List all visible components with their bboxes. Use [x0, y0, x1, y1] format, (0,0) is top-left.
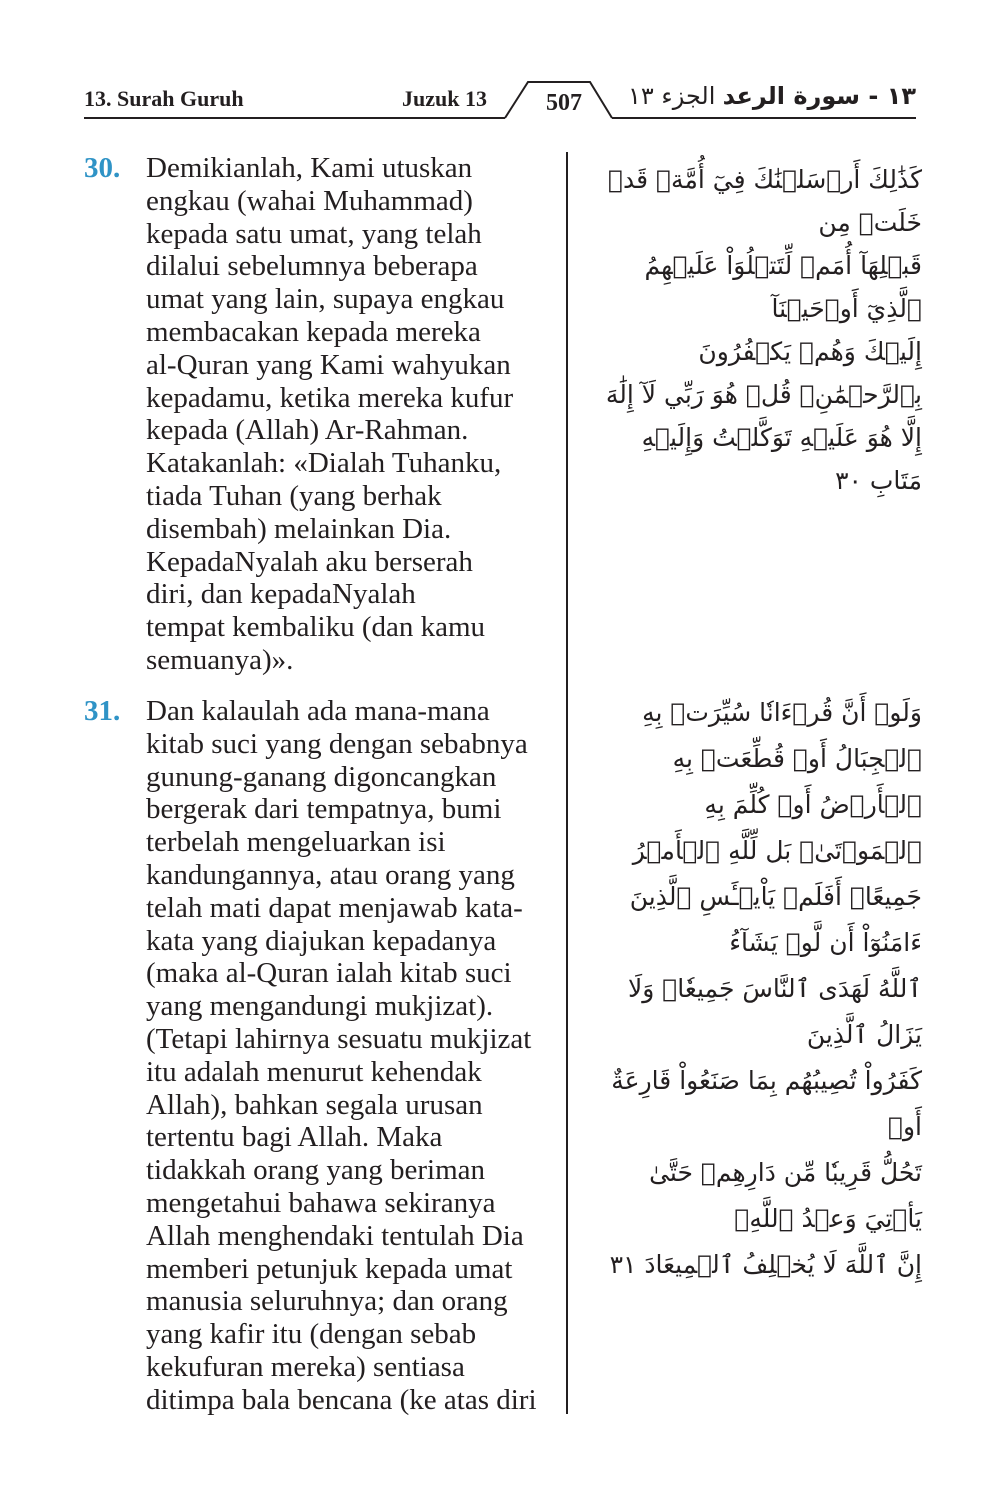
verse-number: 30. — [84, 152, 121, 184]
surah-title-arabic: ١٣ - سورة الرعد — [722, 82, 916, 110]
verse-number: 31. — [84, 695, 121, 727]
juzuk-label: Juzuk 13 — [402, 86, 487, 111]
column-divider — [566, 152, 568, 1414]
page-number: 507 — [546, 90, 582, 116]
surah-title-latin: 13. Surah Guruh — [84, 86, 244, 111]
juz-label-arabic: الجزء ١٣ — [628, 82, 716, 110]
verse-text: Demikianlah, Kami utuskan engkau (wahai Muhammad) kepada satu umat, yang telah dilalui sebelumnya beberapa umat yang lain, supaya engkau membacakan kepada mereka al-Quran yang Kami wahyukan kepadamu, ketika mereka kufur kepada (Allah) Ar-Rahman. Katakanlah: «Dialah Tuhanku, tiada Tuhan (yang berhak disembah) melainkan Dia. KepadaNyalah aku berserah diri, dan kepadaNyalah tempat kembaliku (dan kamu semuanya)». — [146, 152, 514, 676]
verse-text: Dan kalaulah ada mana-mana kitab suci yang dengan sebabnya gunung-ganang digoncangkan bergerak dari tempatnya, bumi terbelah mengeluarkan isi kandungannya, atau orang yang telah mati dapat menjawab kata- kata yang diajukan kepadanya (maka al-Quran ialah kitab suci yang mengandungi mukjizat). (Tetapi lahirnya sesuatu mukjizat itu adalah menurut kehendak Allah), bahkan segala urusan tertentu bagi Allah. Maka tidakkah orang yang beriman mengetahui bahawa sekiranya Allah menghendaki tentulah Dia memberi petunjuk kepada umat manusia seluruhnya; dan orang yang kafir itu (dengan sebab kekufuran mereka) sentiasa ditimpa bala bencana (ke atas diri — [146, 695, 537, 1416]
verse-31-arabic: وَلَوۡ أَنَّ قُرۡءَانٗا سُيِّرَتۡ بِهِ ٱلۡجِبَالُ أَوۡ قُطِّعَتۡ بِهِ ٱلۡأَرۡضُ أَوۡ كُلِّمَ بِهِ ٱلۡمَوۡتَىٰۗ بَل لِّلَّهِ ٱلۡأَمۡرُ جَمِيعًاۗ أَفَلَمۡ يَاْيۡـَٔسِ ٱلَّذِينَ ءَامَنُوٓاْ أَن لَّوۡ يَشَآءُ ٱللَّهُ لَهَدَى ٱلنَّاسَ جَمِيعٗاۗ وَلَا يَزَالُ ٱلَّذِينَ كَفَرُواْ تُصِيبُهُم بِمَا صَنَعُواْ قَارِعَةٌ أَوۡ تَحُلُّ قَرِيبٗا مِّن دَارِهِمۡ حَتَّىٰ يَأۡتِيَ وَعۡدُ ٱللَّهِۚ إِنَّ ٱللَّهَ لَا يُخۡلِفُ ٱلۡمِيعَادَ ٣١ — [609, 698, 922, 1279]
page-header — [0, 0, 1000, 130]
verse-30-arabic: كَذَٰلِكَ أَرۡسَلۡنَٰكَ فِيٓ أُمَّةٖ قَدۡ خَلَتۡ مِن قَبۡلِهَآ أُمَمٞ لِّتَتۡلُوَاْ عَلَيۡهِمُ ٱلَّذِيٓ أَوۡحَيۡنَآ إِلَيۡكَ وَهُمۡ يَكۡفُرُونَ بِٱلرَّحۡمَٰنِۚ قُلۡ هُوَ رَبِّي لَآ إِلَٰهَ إِلَّا هُوَ عَلَيۡهِ تَوَكَّلۡتُ وَإِلَيۡهِ مَتَابِ ٣٠ — [605, 165, 922, 495]
